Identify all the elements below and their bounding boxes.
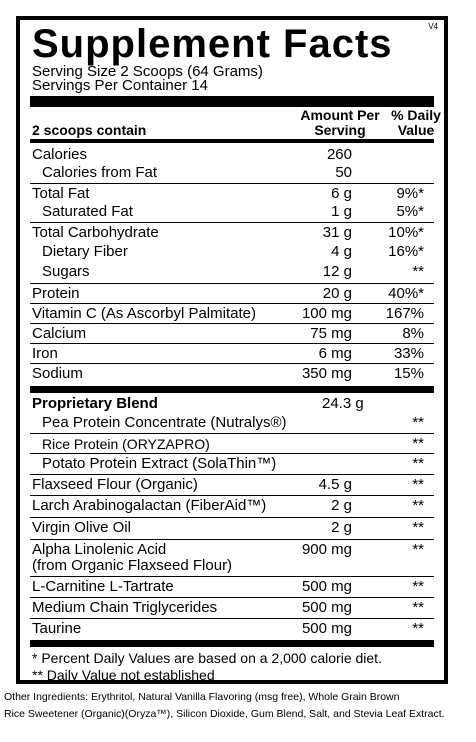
ingredient-amount: 500 mg [301, 578, 352, 595]
nutrient-dv: 15% [393, 365, 424, 382]
nutrient-name: Vitamin C (As Ascorbyl Palmitate) [32, 305, 256, 322]
ingredient-amount: 4.5 g [318, 476, 352, 493]
nutrient-amount: 350 mg [301, 365, 352, 382]
ingredient-amount: 500 mg [301, 620, 352, 637]
nutrient-dv: 8% [402, 325, 424, 342]
nutrient-name: Total Carbohydrate [32, 224, 159, 241]
nutrient-row [32, 262, 434, 282]
nutrient-amount: 20 g [322, 285, 352, 302]
nutrient-dv: 5%* [396, 203, 424, 220]
nutrient-name: Calcium [32, 325, 87, 342]
footnote-percent-dv: * Percent Daily Values are based on a 2,000 calorie diet. [32, 650, 382, 666]
other-ingredients-line1: Other Ingredients: Erythritol, Natural Vanilla Flavoring (msg free), Whole Grain Brown [4, 691, 400, 703]
nutrient-name: Dietary Fiber [42, 243, 128, 260]
nutrient-amount: 6 mg [318, 345, 352, 362]
nutrient-row [32, 223, 434, 243]
supplement-facts-panel [16, 16, 448, 684]
nutrient-name: Protein [32, 285, 80, 302]
nutrient-row [32, 202, 434, 222]
ingredient-amount: 500 mg [301, 599, 352, 616]
blend-item-dv: ** [412, 455, 424, 472]
nutrient-name: Total Fat [32, 185, 90, 202]
other-ingredients-line2: Rice Sweetener (Organic)(Oryza™), Silicon Dioxide, Gum Blend, Salt, and Stevia Leaf Extract. [4, 708, 445, 720]
blend-row [32, 394, 434, 414]
blend-divider [30, 386, 434, 393]
nutrient-dv: ** [412, 263, 424, 280]
ingredient-amount: 2 g [331, 497, 352, 514]
header-amount-line2: Serving [314, 122, 366, 138]
nutrient-amount: 260 [326, 146, 352, 163]
ingredient-dv: ** [412, 519, 424, 536]
nutrient-amount: 12 g [322, 263, 352, 280]
ingredient-name: Medium Chain Triglycerides [32, 599, 218, 616]
nutrient-amount: 100 mg [301, 305, 352, 322]
ingredient-dv: ** [412, 620, 424, 637]
nutrient-row [32, 344, 434, 364]
blend-item-row [32, 454, 434, 474]
nutrient-name: Iron [32, 345, 58, 362]
nutrient-dv: 167% [385, 305, 424, 322]
ingredient-amount: 2 g [331, 519, 352, 536]
footnote-dv-not-established: ** Daily Value not established [32, 667, 215, 683]
header-divider [30, 139, 434, 143]
nutrient-amount: 6 g [331, 185, 352, 202]
nutrient-amount: 50 [335, 164, 352, 181]
ingredient-row [32, 496, 434, 516]
ingredient-dv: ** [412, 476, 424, 493]
ingredient-name: Larch Arabinogalactan (FiberAid™) [32, 497, 267, 514]
version-code: V4 [428, 22, 438, 31]
nutrient-amount: 31 g [322, 224, 352, 241]
nutrient-name: Sugars [42, 263, 90, 280]
ingredient-dv: ** [412, 541, 424, 558]
header-dv-line1: % Daily [391, 107, 441, 123]
nutrient-dv: 33% [393, 345, 424, 362]
nutrient-row [32, 163, 434, 183]
nutrient-amount: 4 g [331, 243, 352, 260]
servings-per-container: Servings Per Container 14 [32, 77, 208, 94]
nutrient-amount: 1 g [331, 203, 352, 220]
nutrient-row [32, 242, 434, 262]
ingredient-row [32, 540, 434, 576]
header-contains: 2 scoops contain [32, 122, 147, 138]
serving-size: Serving Size 2 Scoops (64 Grams) [32, 63, 263, 80]
blend-item-row [32, 413, 434, 433]
blend-item-dv: ** [412, 435, 424, 452]
nutrient-name: Calories from Fat [42, 164, 158, 181]
nutrient-row [32, 364, 434, 384]
blend-item-name: Pea Protein Concentrate (Nutralys®) [42, 414, 287, 431]
nutrient-amount: 75 mg [310, 325, 352, 342]
nutrient-row [32, 304, 434, 324]
nutrient-name: Calories [32, 146, 88, 163]
ingredient-name: Flaxseed Flour (Organic) [32, 476, 198, 493]
ingredient-amount: 900 mg [301, 541, 352, 558]
nutrient-name: Saturated Fat [42, 203, 133, 220]
ingredient-row [32, 598, 434, 618]
nutrient-row [32, 184, 434, 204]
nutrient-row [32, 145, 434, 165]
thick-divider [30, 96, 434, 107]
nutrient-row [32, 324, 434, 344]
blend-item-dv: ** [412, 414, 424, 431]
ingredient-row [32, 475, 434, 495]
footnote-divider [30, 640, 434, 647]
ingredient-name: Taurine [32, 620, 82, 637]
ingredient-dv: ** [412, 497, 424, 514]
blend-item-row [32, 434, 434, 454]
ingredient-dv: ** [412, 578, 424, 595]
nutrient-dv: 10%* [388, 224, 424, 241]
ingredient-row [32, 619, 434, 639]
nutrient-dv: 16%* [388, 243, 424, 260]
ingredient-row [32, 518, 434, 538]
ingredient-name: L-Carnitine L-Tartrate [32, 578, 174, 595]
ingredient-name-continued: (from Organic Flaxseed Flour) [32, 557, 233, 574]
nutrient-dv: 9%* [396, 185, 424, 202]
header-amount-line1: Amount Per [300, 107, 380, 123]
panel-title: Supplement Facts [32, 22, 393, 66]
nutrient-row [32, 284, 434, 304]
ingredient-name: Virgin Olive Oil [32, 519, 131, 536]
blend-item-name: Rice Protein (ORYZAPRO) [42, 436, 210, 452]
ingredient-name: Alpha Linolenic Acid [32, 541, 167, 558]
nutrient-dv: 40%* [388, 285, 424, 302]
header-dv-line2: Value [397, 122, 435, 138]
blend-amount: 24.3 g [322, 395, 364, 412]
blend-name: Proprietary Blend [32, 395, 158, 412]
ingredient-row [32, 577, 434, 597]
nutrient-name: Sodium [32, 365, 83, 382]
ingredient-dv: ** [412, 599, 424, 616]
blend-item-name: Potato Protein Extract (SolaThin™) [42, 455, 277, 472]
